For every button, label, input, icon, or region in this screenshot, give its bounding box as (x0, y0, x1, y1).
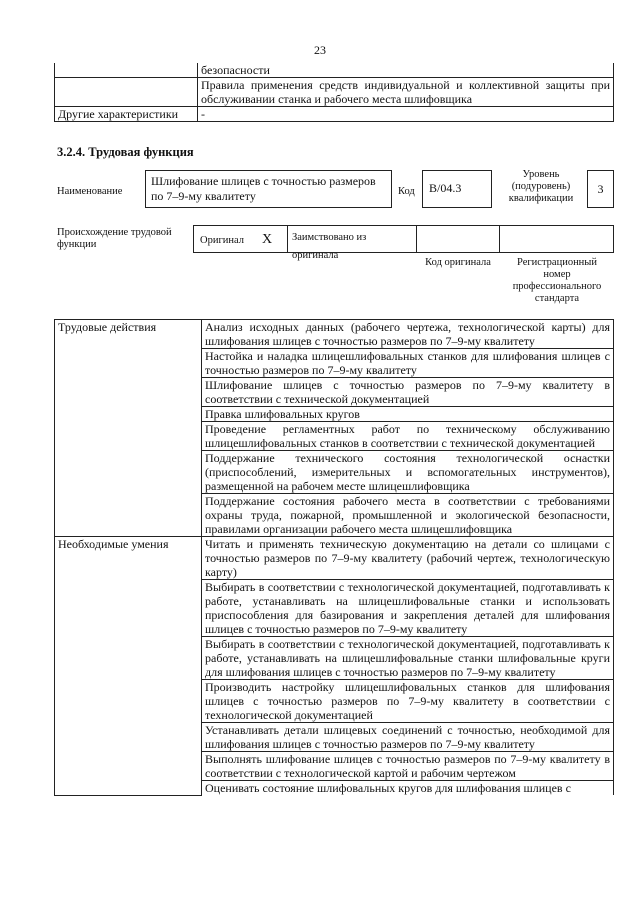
row-label: Другие характеристики (55, 107, 198, 122)
original-cell (193, 225, 288, 253)
row-label (55, 63, 198, 78)
level-value: 3 (587, 170, 614, 208)
row-label: Необходимые умения (55, 537, 202, 796)
name-label: Наименование (57, 186, 123, 197)
prev-table-continuation (54, 63, 614, 122)
borrowed-cell (287, 225, 417, 261)
row-value: Поддержание технического состояния технологической оснастки (приспособлений, измерительных и вспомогательных инструментов), размещенной на рабочем месте шлицешлифовщика (202, 451, 614, 494)
origin-label: Происхождение трудовой функции (57, 227, 172, 250)
row-value: Настойка и наладка шлицешлифовальных станков для шлифования шлицев с точностью размеров по 7–9-му квалитету (202, 349, 614, 378)
row-value: Читать и применять техническую документацию на детали со шлицами с точностью размеров по 7–9-му квалитету (рабочий чертеж, технологическую карту) (202, 537, 614, 580)
row-value: Производить настройку шлицешлифовальных станков для шлифования шлицев с точностью размеров по 7–9-му квалитету в соответствии с технологической документацией (202, 680, 614, 723)
row-value: Анализ исходных данных (рабочего чертежа, технологической карты) для шлифования шлицев с точностью размеров по 7–9-му квалитету (202, 320, 614, 349)
row-value: Правка шлифовальных кругов (202, 407, 614, 422)
original-mark: X (262, 232, 273, 247)
row-value: Поддержание состояния рабочего места в соответствии с требованиями охраны труда, пожарной, промышленной и экологической безопасности, правилами организации рабочего места шлицешлифовщика (202, 494, 614, 537)
row-value: безопасности (198, 63, 614, 78)
borrowed-label: Заимствовано из оригинала (292, 232, 367, 261)
table-row (55, 537, 614, 580)
name-value: Шлифование шлицев с точностью размеров по 7–9-му квалитету (145, 170, 392, 208)
code-original-cell (416, 225, 500, 253)
row-value: Выбирать в соответствии с технологической документацией, подготавливать к работе, устанавливать на шлицешлифовальные станки и использовать приспособления для базирования и закрепления деталей для шлифования шлицев с точностью размеров по 7–9-му квалитету (202, 580, 614, 637)
row-value: Проведение регламентных работ по техническому обслуживанию шлицешлифовальных станков в соответствии с технической документацией (202, 422, 614, 451)
row-label: Трудовые действия (55, 320, 202, 537)
code-value: B/04.3 (422, 170, 492, 208)
table-row (55, 63, 614, 78)
row-value: Выбирать в соответствии с технологической документацией, подготавливать к работе, устанавливать на шлицешлифовальные станки шлифовальные круги для шлифования шлицев с точностью размеров по 7–9-му квалитету (202, 637, 614, 680)
row-value: Оценивать состояние шлифовальных кругов для шлифования шлицев с (202, 781, 614, 796)
table-row (55, 78, 614, 107)
code-label: Код (398, 186, 415, 197)
section-title: 3.2.4. Трудовая функция (57, 145, 194, 159)
row-label (55, 78, 198, 107)
table-row (55, 107, 614, 122)
code-original-label: Код оригинала (425, 257, 491, 268)
row-value: Шлифование шлицев с точностью размеров по 7–9-му квалитету в соответствии с технической документацией (202, 378, 614, 407)
reg-number-label: Регистрационный номер профессионального стандарта (512, 257, 602, 304)
table-row (55, 320, 614, 349)
row-value: Правила применения средств индивидуальной и коллективной защиты при обслуживании станка и рабочего места шлифовщика (198, 78, 614, 107)
original-label: Оригинал (200, 235, 244, 246)
reg-number-cell (499, 225, 614, 253)
page-number: 23 (314, 43, 326, 57)
row-value: Устанавливать детали шлицевых соединений с точностью, необходимой для шлифования шлицев с точностью размеров по 7–9-му квалитету (202, 723, 614, 752)
row-value: Выполнять шлифование шлицев с точностью размеров по 7–9-му квалитету в соответствии с технологической картой и рабочим чертежом (202, 752, 614, 781)
level-label: Уровень (подуровень) квалификации (508, 169, 574, 204)
row-value: - (198, 107, 614, 122)
labor-function-table (54, 319, 614, 796)
